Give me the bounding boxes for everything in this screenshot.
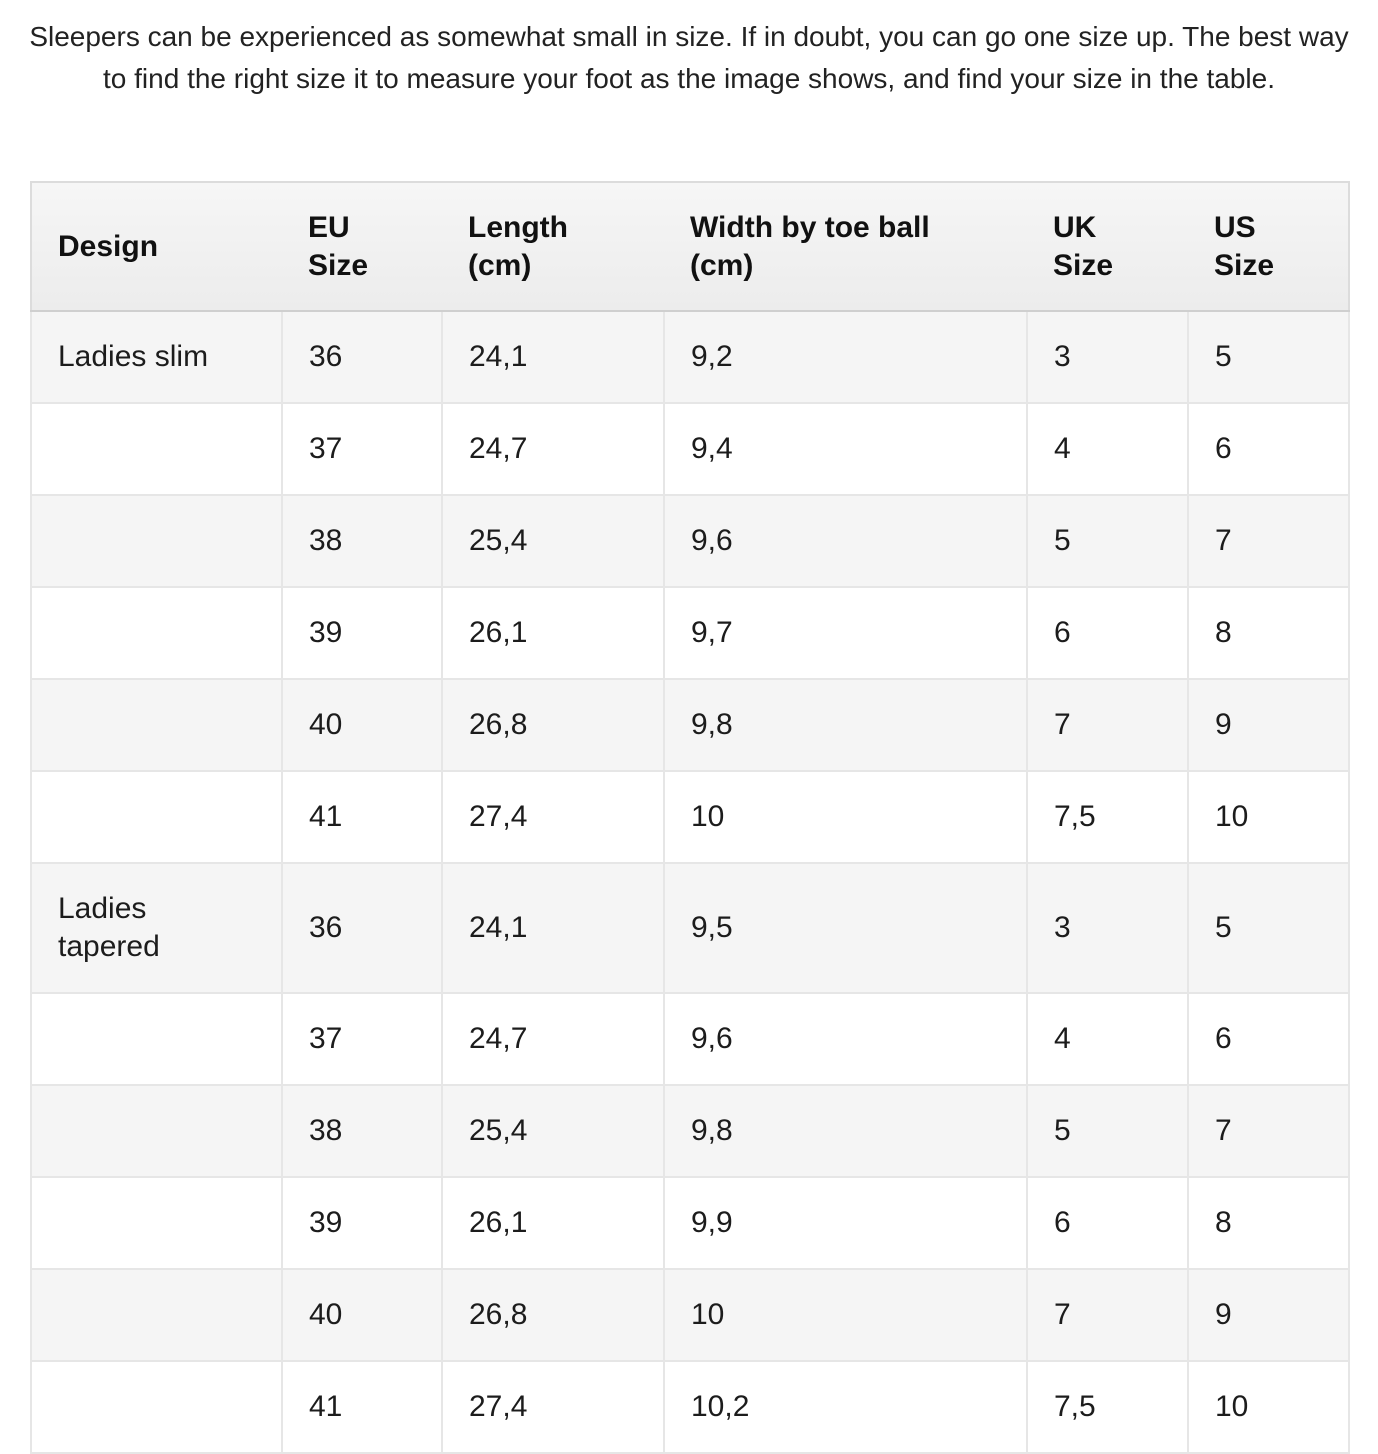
intro-text: Sleepers can be experienced as somewhat small in size. If in doubt, you can go one size up. The best way to find the right size it to measure your foot as the image shows, and find your size in the table. bbox=[29, 21, 1349, 94]
cell-uk-size: 7 bbox=[1027, 679, 1188, 771]
cell-design bbox=[31, 1361, 282, 1453]
cell-length: 26,8 bbox=[442, 1269, 664, 1361]
header-length-line1: Length bbox=[468, 210, 568, 244]
cell-length: 24,7 bbox=[442, 993, 664, 1085]
cell-uk-size: 7 bbox=[1027, 1269, 1188, 1361]
cell-us-size: 8 bbox=[1188, 1177, 1349, 1269]
table-row bbox=[31, 311, 1349, 403]
table-row bbox=[31, 679, 1349, 771]
header-us-line1: US bbox=[1214, 210, 1256, 244]
cell-us-size: 6 bbox=[1188, 993, 1349, 1085]
size-table bbox=[30, 181, 1350, 1454]
header-width-line1: Width by toe ball bbox=[690, 210, 930, 244]
cell-uk-size: 6 bbox=[1027, 1177, 1188, 1269]
cell-design-line1: Ladies bbox=[58, 892, 147, 925]
cell-eu-size: 37 bbox=[282, 993, 442, 1085]
cell-design bbox=[31, 863, 282, 993]
cell-uk-size: 7,5 bbox=[1027, 1361, 1188, 1453]
cell-eu-size: 40 bbox=[282, 1269, 442, 1361]
cell-eu-size: 41 bbox=[282, 771, 442, 863]
cell-eu-size: 39 bbox=[282, 1177, 442, 1269]
cell-uk-size: 5 bbox=[1027, 495, 1188, 587]
cell-length: 24,1 bbox=[442, 863, 664, 993]
cell-length: 27,4 bbox=[442, 771, 664, 863]
cell-design bbox=[31, 1177, 282, 1269]
cell-length: 27,4 bbox=[442, 1361, 664, 1453]
cell-length: 24,7 bbox=[442, 403, 664, 495]
cell-us-size: 9 bbox=[1188, 679, 1349, 771]
cell-width: 9,2 bbox=[664, 311, 1027, 403]
cell-width: 10,2 bbox=[664, 1361, 1027, 1453]
cell-design-line2: tapered bbox=[58, 930, 160, 963]
cell-uk-size: 5 bbox=[1027, 1085, 1188, 1177]
table-row bbox=[31, 1269, 1349, 1361]
cell-width: 9,5 bbox=[664, 863, 1027, 993]
header-length-line2: (cm) bbox=[468, 248, 532, 282]
cell-eu-size: 38 bbox=[282, 1085, 442, 1177]
cell-width: 10 bbox=[664, 771, 1027, 863]
header-eu-line1: EU bbox=[308, 210, 350, 244]
header-width bbox=[664, 182, 1027, 311]
cell-uk-size: 4 bbox=[1027, 403, 1188, 495]
table-row bbox=[31, 771, 1349, 863]
cell-width: 9,8 bbox=[664, 1085, 1027, 1177]
table-row bbox=[31, 1085, 1349, 1177]
header-us-line2: Size bbox=[1214, 248, 1275, 282]
size-table-container bbox=[30, 181, 1348, 1454]
header-uk-size bbox=[1027, 182, 1188, 311]
cell-eu-size: 41 bbox=[282, 1361, 442, 1453]
cell-uk-size: 6 bbox=[1027, 587, 1188, 679]
cell-eu-size: 36 bbox=[282, 311, 442, 403]
header-uk-line1: UK bbox=[1053, 210, 1097, 244]
cell-design bbox=[31, 1085, 282, 1177]
cell-width: 9,6 bbox=[664, 495, 1027, 587]
cell-length: 25,4 bbox=[442, 1085, 664, 1177]
cell-eu-size: 39 bbox=[282, 587, 442, 679]
header-us-size bbox=[1188, 182, 1349, 311]
cell-length: 25,4 bbox=[442, 495, 664, 587]
cell-us-size: 9 bbox=[1188, 1269, 1349, 1361]
cell-width: 9,8 bbox=[664, 679, 1027, 771]
cell-us-size: 10 bbox=[1188, 771, 1349, 863]
table-row bbox=[31, 863, 1349, 993]
cell-eu-size: 40 bbox=[282, 679, 442, 771]
cell-length: 24,1 bbox=[442, 311, 664, 403]
header-eu-line2: Size bbox=[308, 248, 369, 282]
cell-us-size: 7 bbox=[1188, 1085, 1349, 1177]
header-design bbox=[31, 182, 282, 311]
cell-us-size: 7 bbox=[1188, 495, 1349, 587]
cell-design bbox=[31, 495, 282, 587]
table-row bbox=[31, 1361, 1349, 1453]
cell-uk-size: 3 bbox=[1027, 311, 1188, 403]
cell-us-size: 10 bbox=[1188, 1361, 1349, 1453]
cell-uk-size: 3 bbox=[1027, 863, 1188, 993]
table-header-row bbox=[31, 182, 1349, 311]
cell-us-size: 8 bbox=[1188, 587, 1349, 679]
cell-length: 26,1 bbox=[442, 1177, 664, 1269]
cell-eu-size: 36 bbox=[282, 863, 442, 993]
cell-width: 9,6 bbox=[664, 993, 1027, 1085]
header-eu-size bbox=[282, 182, 442, 311]
cell-length: 26,8 bbox=[442, 679, 664, 771]
cell-uk-size: 7,5 bbox=[1027, 771, 1188, 863]
cell-eu-size: 38 bbox=[282, 495, 442, 587]
table-row bbox=[31, 993, 1349, 1085]
cell-us-size: 5 bbox=[1188, 863, 1349, 993]
cell-design bbox=[31, 771, 282, 863]
cell-design bbox=[31, 1269, 282, 1361]
table-row bbox=[31, 1177, 1349, 1269]
cell-design bbox=[31, 993, 282, 1085]
cell-us-size: 5 bbox=[1188, 311, 1349, 403]
table-row bbox=[31, 495, 1349, 587]
cell-uk-size: 4 bbox=[1027, 993, 1188, 1085]
cell-width: 9,4 bbox=[664, 403, 1027, 495]
table-row bbox=[31, 587, 1349, 679]
cell-us-size: 6 bbox=[1188, 403, 1349, 495]
header-width-line2: (cm) bbox=[690, 248, 754, 282]
cell-length: 26,1 bbox=[442, 587, 664, 679]
cell-design bbox=[31, 587, 282, 679]
table-row bbox=[31, 403, 1349, 495]
cell-width: 9,9 bbox=[664, 1177, 1027, 1269]
header-uk-line2: Size bbox=[1053, 248, 1114, 282]
cell-design bbox=[31, 679, 282, 771]
cell-width: 9,7 bbox=[664, 587, 1027, 679]
cell-design bbox=[31, 403, 282, 495]
cell-eu-size: 37 bbox=[282, 403, 442, 495]
cell-width: 10 bbox=[664, 1269, 1027, 1361]
header-length bbox=[442, 182, 664, 311]
cell-design: Ladies slim bbox=[31, 311, 282, 403]
header-design-label: Design bbox=[58, 229, 159, 263]
